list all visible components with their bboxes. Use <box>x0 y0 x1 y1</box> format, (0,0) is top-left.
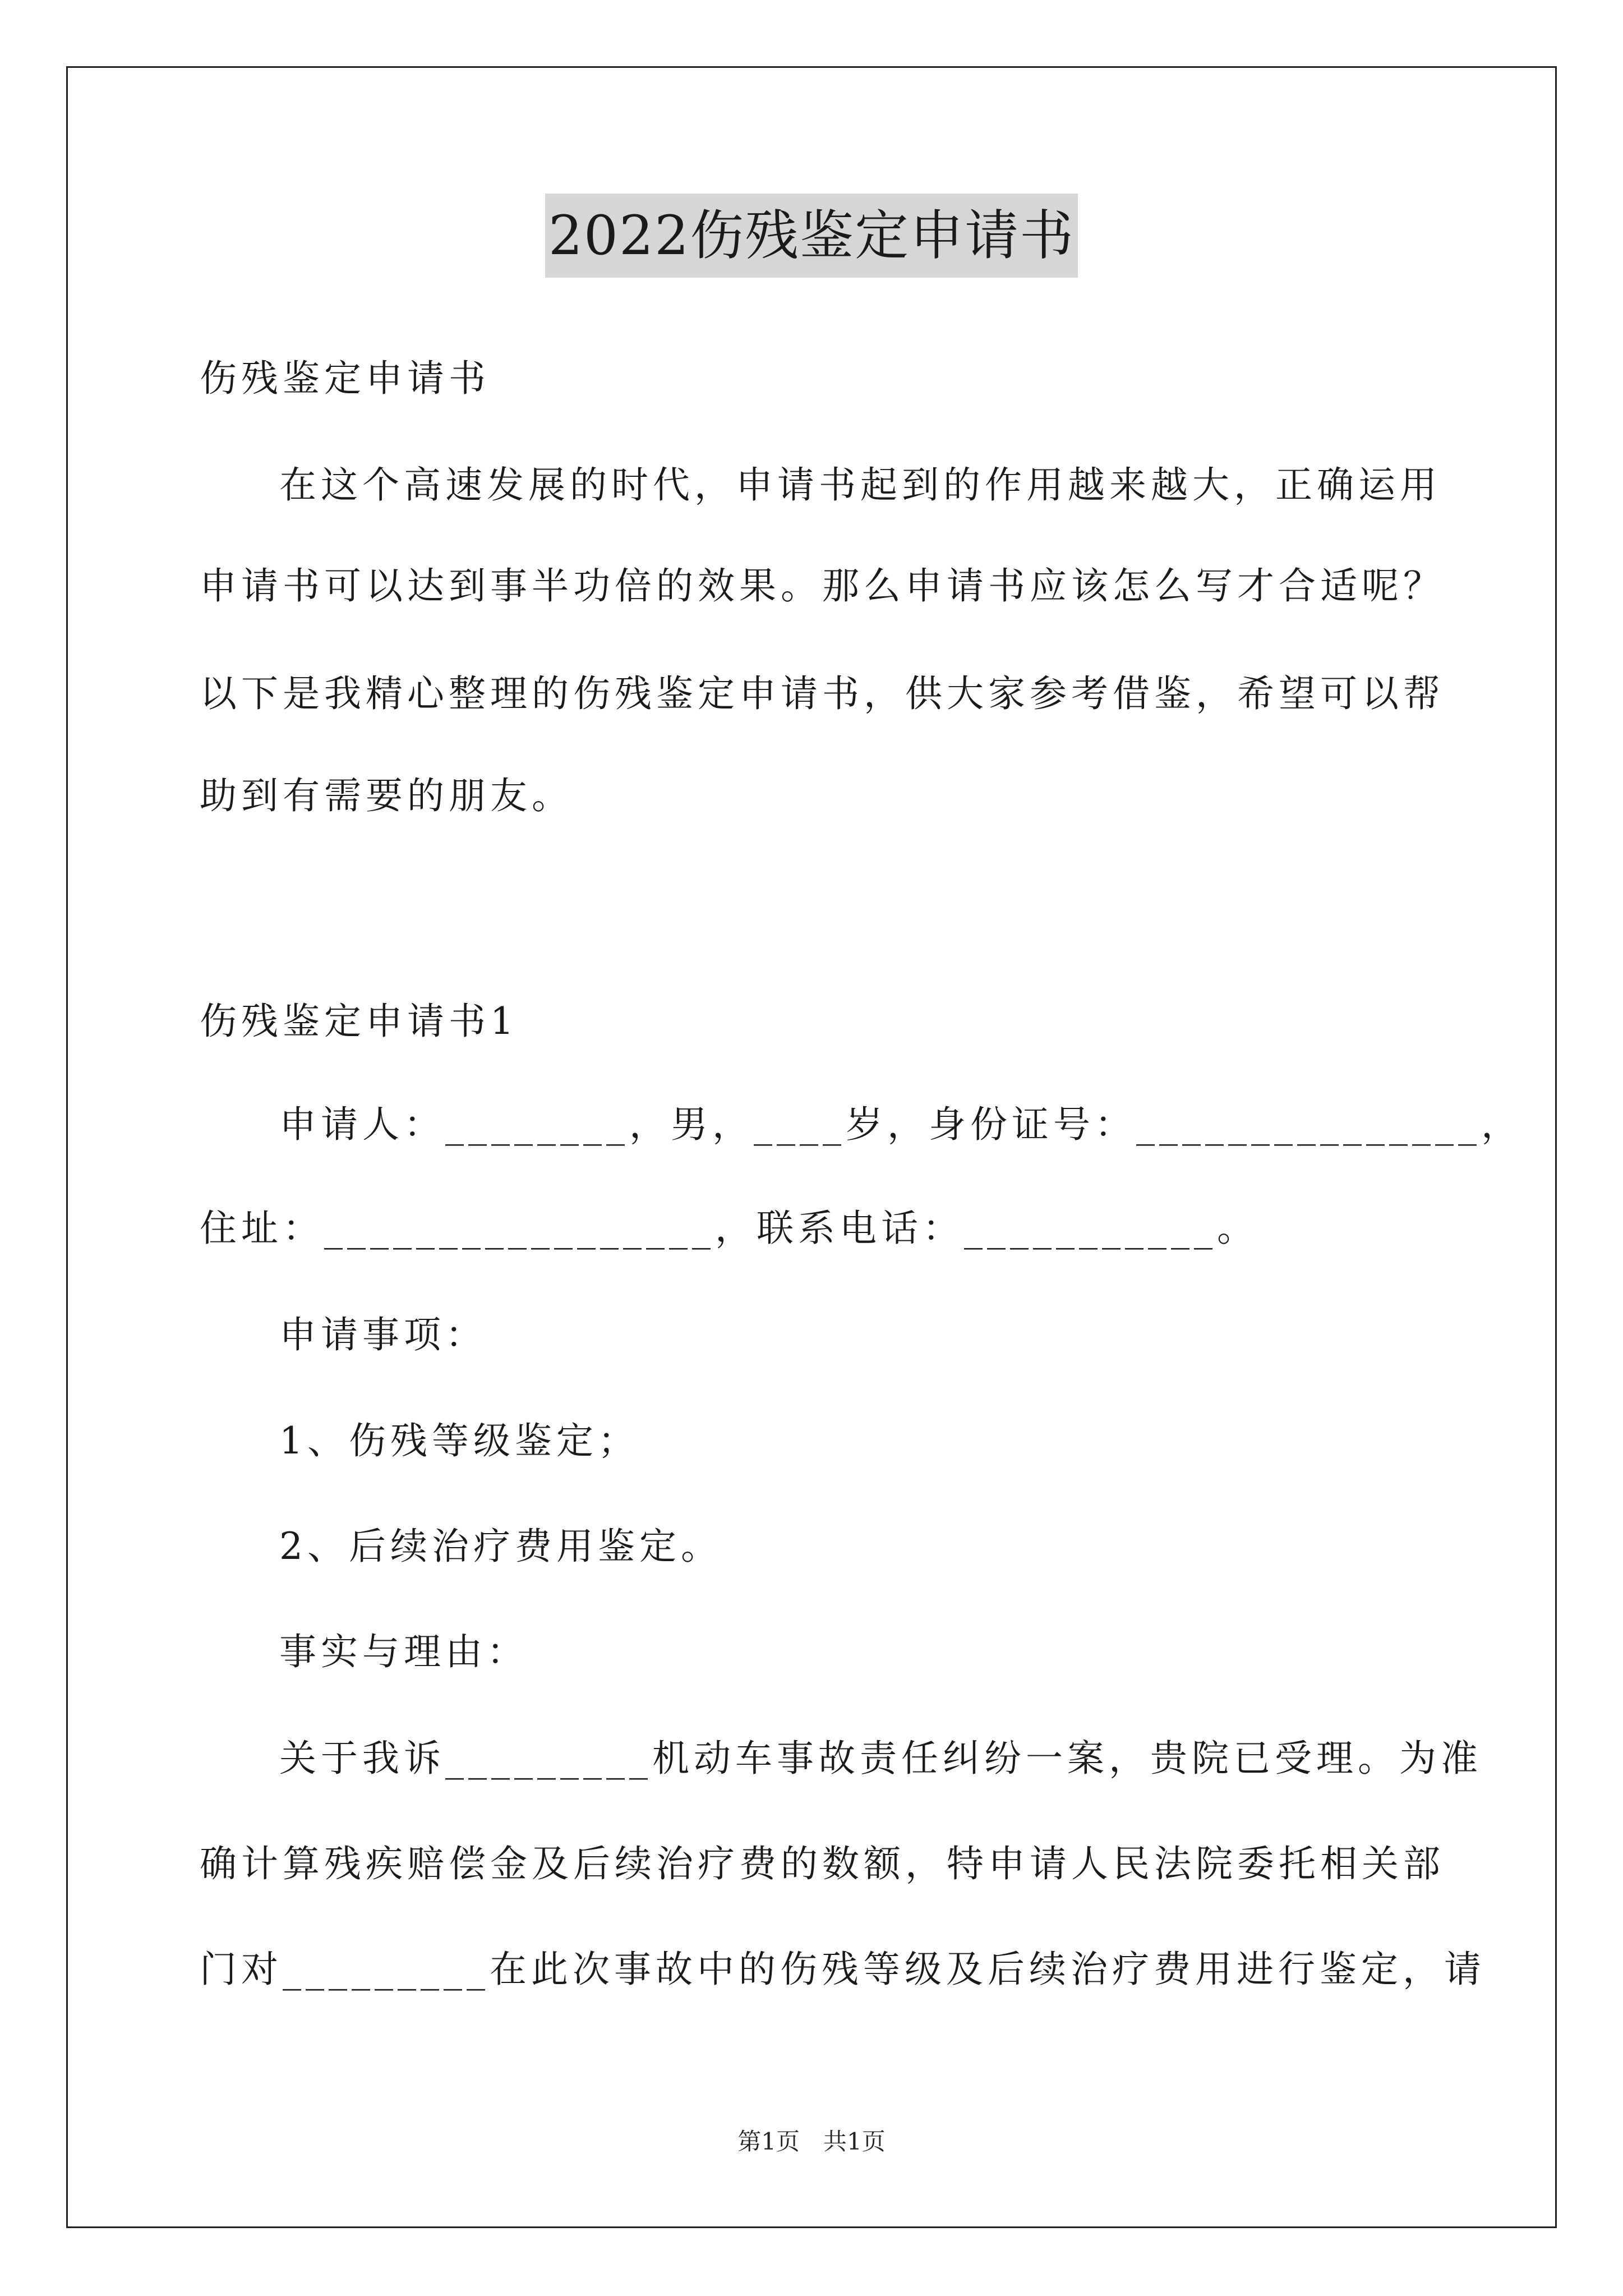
reason-line-2: 确计算残疾赔偿金及后续治疗费的数额，特申请人民法院委托相关部 <box>200 1842 1445 1885</box>
intro-line-3: 以下是我精心整理的伤残鉴定申请书，供大家参考借鉴，希望可以帮 <box>200 672 1445 715</box>
section-heading: 伤残鉴定申请书1 <box>200 1000 518 1043</box>
document-subtitle: 伤残鉴定申请书 <box>200 357 490 400</box>
items-heading: 申请事项： <box>279 1313 487 1356</box>
reason-line-1: 关于我诉_________机动车事故责任纠纷一案，贵院已受理。为准 <box>279 1737 1482 1780</box>
reasons-heading: 事实与理由： <box>279 1630 528 1673</box>
title-container <box>0 194 1623 278</box>
item-2: 2、后续治疗费用鉴定。 <box>279 1525 722 1568</box>
page-footer <box>0 2125 1623 2159</box>
applicant-line-1: 申请人：________，男，____岁，身份证号：_______________， <box>279 1103 1523 1146</box>
intro-line-1: 在这个高速发展的时代，申请书起到的作用越来越大，正确运用 <box>279 463 1441 507</box>
page-number-current: 第1页 <box>737 2128 800 2155</box>
reason-line-3: 门对_________在此次事故中的伤残等级及后续治疗费用进行鉴定，请 <box>200 1948 1486 1991</box>
intro-line-4: 助到有需要的朋友。 <box>200 774 573 817</box>
document-title: 2022伤残鉴定申请书 <box>545 194 1078 278</box>
intro-line-2: 申请书可以达到事半功倍的效果。那么申请书应该怎么写才合适呢？ <box>200 564 1445 608</box>
item-1: 1、伤残等级鉴定； <box>279 1419 639 1462</box>
page-number-total: 共1页 <box>823 2128 886 2155</box>
applicant-line-2: 住址：_________________，联系电话：___________。 <box>200 1207 1258 1250</box>
